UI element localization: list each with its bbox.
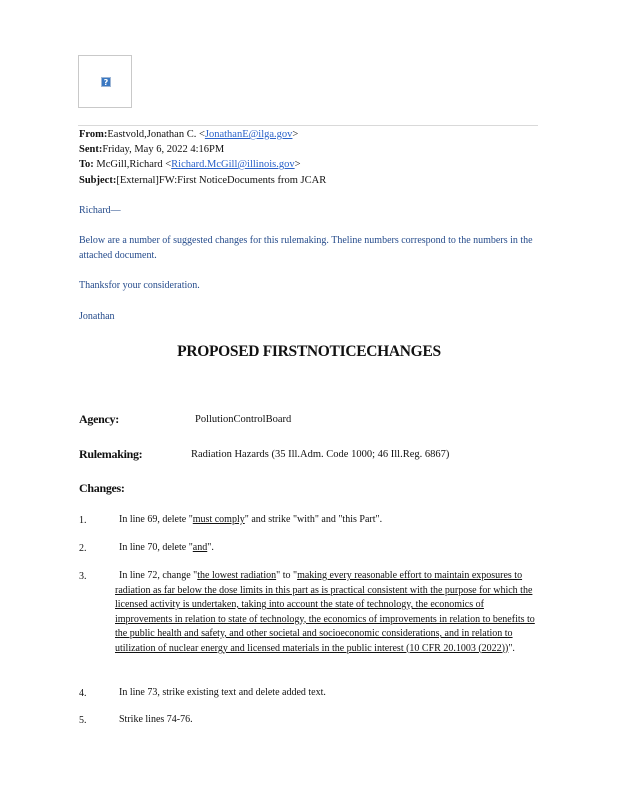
- item-underlined-text: and: [192, 542, 208, 553]
- sent-line: [79, 143, 224, 156]
- greeting: Richard—: [79, 205, 121, 216]
- from-close: >: [292, 129, 299, 140]
- document-title: PROPOSED FIRSTNOTICECHANGES: [177, 343, 441, 360]
- item-number: 3.: [79, 571, 87, 582]
- item-text-end: " and strike "with" and "this Part".: [244, 514, 383, 525]
- item-text-end: ".: [207, 542, 214, 553]
- item-underlined-text: making every reasonable effort to maintain exposures to radiation as far below the dose limits in this part as is practical consistent with the purpose for which the licensed activity is undertaken, taking into account the state of technology, the economics of improvements in relation to state of technology, the economics of improvements in relation to benefits to the public health and safety, and other societal and socioeconomic considerations, and in relation to utilization of nuclear energy and licensed materials in the public interest (10 CFR 20.1003 (2022)): [115, 570, 535, 654]
- change-item-5: [119, 713, 544, 728]
- change-item-2: [119, 541, 544, 556]
- item-text: In line 69, delete ": [119, 514, 193, 525]
- signature: Jonathan: [79, 311, 115, 322]
- from-email-link[interactable]: JonathanE@ilga.gov: [204, 129, 293, 140]
- subject-value: [External]FW:First NoticeDocuments from JCAR: [116, 175, 327, 186]
- item-number: 4.: [79, 688, 87, 699]
- to-close: >: [294, 159, 301, 170]
- agency-label: Agency:: [79, 412, 119, 426]
- subject-label: Subject:: [79, 175, 117, 186]
- agency-value: PollutionControlBoard: [195, 414, 292, 425]
- changes-label: Changes:: [79, 481, 125, 495]
- item-text-end: ".: [508, 642, 515, 654]
- from-line: [79, 128, 298, 141]
- rulemaking-label: Rulemaking:: [79, 447, 143, 461]
- change-item-4: [119, 686, 544, 701]
- thanks-line: Thanksfor your consideration.: [79, 280, 200, 291]
- to-line: [79, 158, 301, 171]
- sent-label: Sent:: [79, 144, 103, 155]
- image-placeholder: [78, 55, 132, 108]
- from-name: Eastvold,Jonathan C. <: [107, 129, 205, 140]
- item-text: Strike lines 74-76.: [119, 714, 193, 725]
- item-text: In line 70, delete ": [119, 542, 193, 553]
- message-body: Below are a number of suggested changes for this rulemaking. Theline numbers correspond to the numbers in the attached document.: [79, 235, 533, 261]
- item-number: 2.: [79, 543, 87, 554]
- item-underlined-text: the lowest radiation: [197, 570, 277, 581]
- header-divider: [78, 125, 538, 126]
- rulemaking-value: Radiation Hazards (35 Ill.Adm. Code 1000; 46 Ill.Reg. 6867): [191, 449, 450, 460]
- item-number: 5.: [79, 715, 87, 726]
- broken-image-icon: ?: [101, 77, 111, 87]
- to-email-link[interactable]: Richard.McGill@illinois.gov: [171, 159, 295, 170]
- to-label: To:: [79, 159, 94, 170]
- change-item-3: [115, 569, 540, 656]
- item-underlined-text: must comply: [192, 514, 245, 525]
- to-name: McGill,Richard <: [93, 159, 172, 170]
- item-text-mid: " to ": [276, 570, 298, 581]
- from-label: From:: [79, 129, 108, 140]
- sent-value: Friday, May 6, 2022 4:16PM: [102, 144, 225, 155]
- change-item-1: [119, 513, 544, 528]
- item-text: In line 73, strike existing text and delete added text.: [119, 687, 326, 698]
- subject-line: [79, 174, 326, 187]
- item-text: In line 72, change ": [119, 570, 198, 581]
- item-number: 1.: [79, 515, 87, 526]
